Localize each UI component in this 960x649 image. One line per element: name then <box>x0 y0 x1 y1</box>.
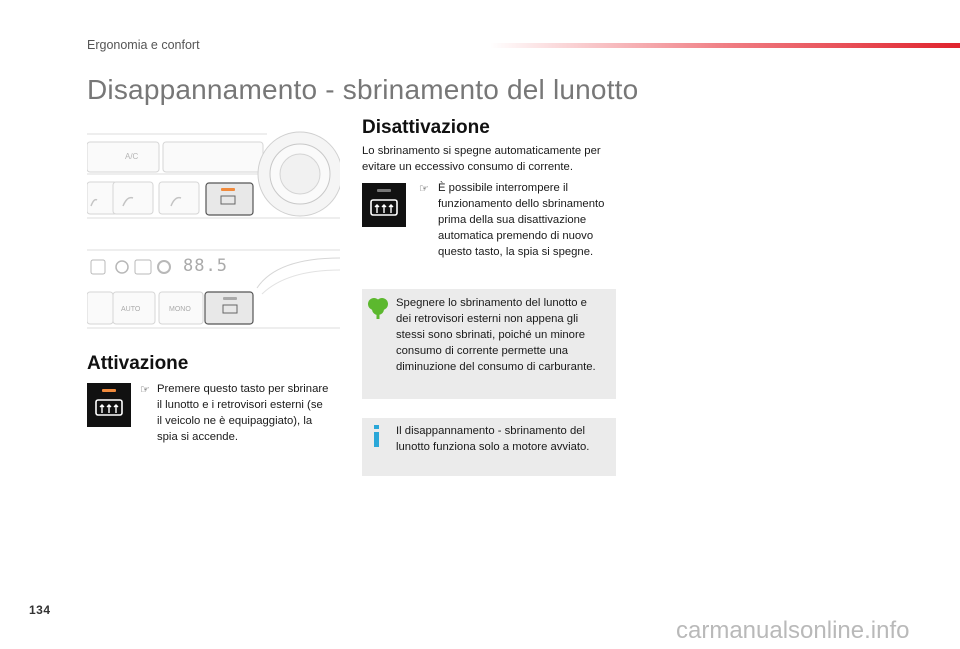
deactivation-heading: Disattivazione <box>362 117 490 138</box>
info-note-text <box>396 423 614 455</box>
eco-tree-icon <box>367 296 389 320</box>
activation-line: Premere questo tasto per sbrinare <box>157 383 329 395</box>
eco-note-line: dei retrovisori esterni non appena gli <box>396 313 579 325</box>
info-icon <box>372 425 382 447</box>
page-title: Disappannamento - sbrinamento del lunotto <box>87 74 639 105</box>
eco-note-line: consumo di corrente permette una <box>396 345 569 357</box>
deactivation-line: automatica premendo di nuovo <box>438 230 594 242</box>
rear-defrost-symbol-on <box>87 383 131 427</box>
deactivation-intro <box>362 143 622 175</box>
info-note-box <box>362 418 616 476</box>
mono-label: MONO <box>169 306 191 313</box>
activation-heading: Attivazione <box>87 353 189 374</box>
info-note-line: Il disappannamento - sbrinamento del <box>396 425 586 437</box>
ac-label: A/C <box>125 152 139 161</box>
climate-panel-bottom-illustration <box>87 244 340 330</box>
panel-top-drawing <box>87 122 340 226</box>
deactivation-line: questo tasto, la spia si spegne. <box>438 246 594 258</box>
eco-note-line: stessi sono sbrinati, poiché un minore <box>396 329 586 341</box>
deactivation-line: È possibile interrompere il <box>438 182 568 194</box>
rear-defrost-button-on-icon <box>87 383 131 427</box>
section-label: Ergonomia e confort <box>87 38 200 52</box>
deactivation-text <box>438 180 628 260</box>
watermark: carmanualsonline.info <box>676 617 910 644</box>
temperature-display: 88.5 <box>183 256 228 276</box>
eco-note-box <box>362 289 616 399</box>
info-note-line: lunotto funziona solo a motore avviato. <box>396 441 590 453</box>
deactivation-line: prima della sua disattivazione <box>438 214 587 226</box>
auto-label: AUTO <box>121 306 141 313</box>
deactivation-intro-line: evitare un eccessivo consumo di corrente. <box>362 161 573 173</box>
eco-note-line: diminuzione del consumo di carburante. <box>396 361 596 373</box>
deactivation-line: funzionamento dello sbrinamento <box>438 198 605 210</box>
header-accent-bar <box>490 43 960 48</box>
activation-bullet: ☞ <box>140 384 150 396</box>
deactivation-bullet: ☞ <box>419 183 429 195</box>
climate-panel-top-illustration <box>87 122 340 226</box>
activation-text <box>157 381 347 445</box>
activation-line: il lunotto e i retrovisori esterni (se <box>157 399 323 411</box>
activation-line: il veicolo ne è equipaggiato), la <box>157 415 313 427</box>
eco-note-text <box>396 295 614 375</box>
rear-defrost-button-off-icon <box>362 183 406 227</box>
page-number: 134 <box>29 603 51 617</box>
deactivation-intro-line: Lo sbrinamento si spegne automaticamente per <box>362 145 601 157</box>
eco-note-line: Spegnere lo sbrinamento del lunotto e <box>396 297 587 309</box>
rear-defrost-symbol-off <box>362 183 406 227</box>
activation-line: spia si accende. <box>157 431 239 443</box>
